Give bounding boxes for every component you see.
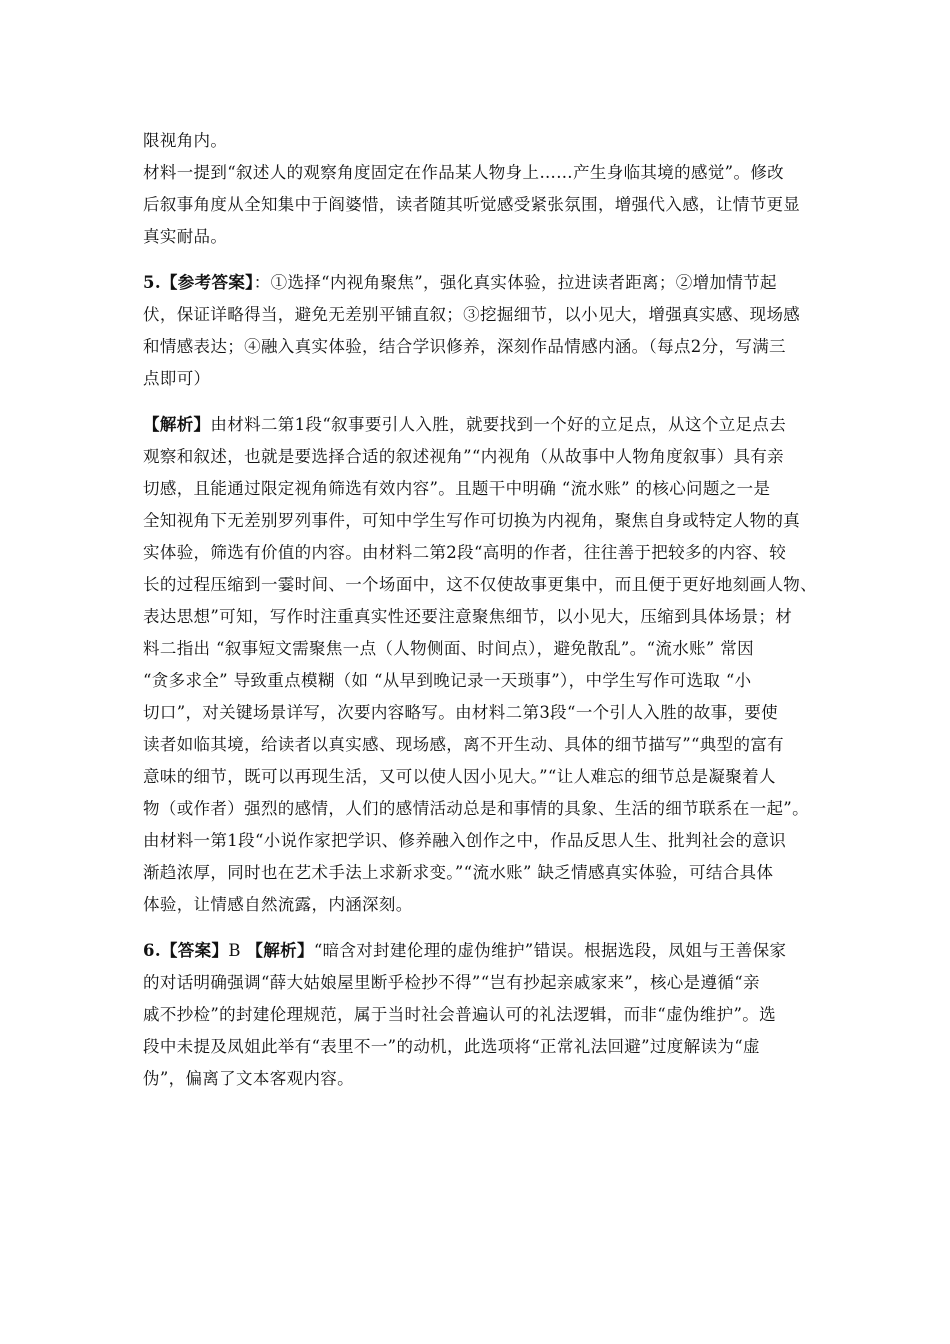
body-text: 段中未提及凤姐此举有“表里不一”的动机，此选项将“正常礼法回避”过度解读为“虚 [143, 1037, 760, 1056]
text-line [143, 936, 786, 966]
text-line [143, 442, 784, 472]
bold-heading-text: 6.【答案】 [143, 941, 229, 960]
text-line [143, 890, 413, 920]
text-line [143, 698, 778, 728]
text-line [143, 332, 786, 362]
body-text: 限视角内。 [143, 131, 228, 150]
body-text: 实体验，筛选有价值的内容。由材料二第2段“高明的作者，往往善于把较多的内容、较 [143, 543, 787, 562]
body-text: 后叙事角度从全知集中于阎婆惜，读者随其听觉感受紧张氛围，增强代入感，让情节更显 [143, 195, 801, 214]
body-text: B [228, 941, 247, 960]
text-line [143, 268, 777, 298]
text-line [143, 506, 800, 536]
body-text: 全知视角下无差别罗列事件，可知中学生写作可切换为内视角，聚焦自身或特定人物的真 [143, 511, 801, 530]
text-line [143, 762, 776, 792]
body-text: 伪”，偏离了文本客观内容。 [143, 1069, 354, 1088]
body-text: “贪多求全” 导致重点模糊（如 “从早到晚记录一天琐事”），中学生写作可选取 “小 [143, 671, 752, 690]
text-line [143, 794, 809, 824]
body-text: 戚不抄检”的封建伦理规范，属于当时社会普遍认可的礼法逻辑，而非“虚伪维护”。选 [143, 1005, 776, 1024]
text-line [143, 634, 754, 664]
text-line [143, 126, 227, 156]
text-line [143, 570, 817, 600]
text-line [143, 666, 752, 696]
bold-heading-text: 5.【参考答案】 [143, 273, 254, 292]
text-line [143, 190, 800, 220]
bold-heading-text: 【解析】 [246, 941, 314, 960]
text-line [143, 222, 227, 252]
text-line [143, 1000, 776, 1030]
text-line [143, 538, 786, 568]
body-text: 长的过程压缩到一霎时间、一个场面中，这不仅使故事更集中，而且便于更好地刻画人物、 [143, 575, 817, 594]
body-text: 读者如临其境，给读者以真实感、现场感，离不开生动、具体的细节描写”“典型的富有 [143, 735, 785, 754]
bold-heading-text: 【解析】 [143, 415, 211, 434]
body-text: 由材料二第1段“叙事要引人入胜，就要找到一个好的立足点，从这个立足点去 [210, 415, 787, 434]
text-line [143, 300, 800, 330]
text-line [143, 730, 784, 760]
body-text: 切感，且能通过限定视角筛选有效内容”。且题干中明确 “流水账” 的核心问题之一是 [143, 479, 771, 498]
body-text: 意味的细节，既可以再现生活，又可以使人因小见大。”“让人难忘的细节总是凝聚着人 [143, 767, 776, 786]
text-line [143, 1064, 354, 1094]
text-line [143, 158, 784, 188]
body-text: ：①选择“内视角聚焦”，强化真实体验，拉进读者距离；②增加情节起 [253, 273, 777, 292]
text-line [143, 1032, 760, 1062]
body-text: 观察和叙述，也就是要选择合适的叙述视角”“内视角（从故事中人物角度叙事）具有亲 [143, 447, 785, 466]
text-line [143, 474, 770, 504]
body-text: 伏，保证详略得当，避免无差别平铺直叙；③挖掘细节，以小见大，增强真实感、现场感 [143, 305, 801, 324]
text-line [143, 364, 210, 394]
body-text: 物（或作者）强烈的感情，人们的感情活动总是和事情的具象、生活的细节联系在一起”。 [143, 799, 809, 818]
body-text: 点即可） [143, 369, 211, 388]
body-text: 由材料一第1段“小说作家把学识、修养融入创作之中，作品反思人生、批判社会的意识 [143, 831, 787, 850]
text-line [143, 858, 773, 888]
body-text: 表达思想”可知，写作时注重真实性还要注意聚焦细节，以小见大，压缩到具体场景；材 [143, 607, 793, 626]
body-text: 的对话明确强调“薛大姑娘屋里断乎检抄不得”“岂有抄起亲戚家来”，核心是遵循“亲 [143, 973, 760, 992]
body-text: 渐趋浓厚，同时也在艺术手法上求新求变。”“流水账” 缺乏情感真实体验，可结合具体 [143, 863, 774, 882]
text-line [143, 826, 786, 856]
body-text: 材料一提到“叙述人的观察角度固定在作品某人物身上……产生身临其境的感觉”。修改 [143, 163, 785, 182]
text-line [143, 602, 792, 632]
body-text: 体验，让情感自然流露，内涵深刻。 [143, 895, 413, 914]
text-line [143, 410, 786, 440]
body-text: 料二指出 “叙事短文需聚焦一点（人物侧面、时间点），避免散乱”。“流水账” 常因 [143, 639, 754, 658]
body-text: 切口”，对关键场景详写，次要内容略写。由材料二第3段“一个引人入胜的故事，要使 [143, 703, 779, 722]
body-text: 和情感表达；④融入真实体验，结合学识修养，深刻作品情感内涵。（每点2分，写满三 [143, 337, 786, 356]
text-line [143, 968, 760, 998]
body-text: “暗含对封建伦理的虚伪维护”错误。根据选段，凤姐与王善保家 [313, 941, 787, 960]
body-text: 真实耐品。 [143, 227, 228, 246]
